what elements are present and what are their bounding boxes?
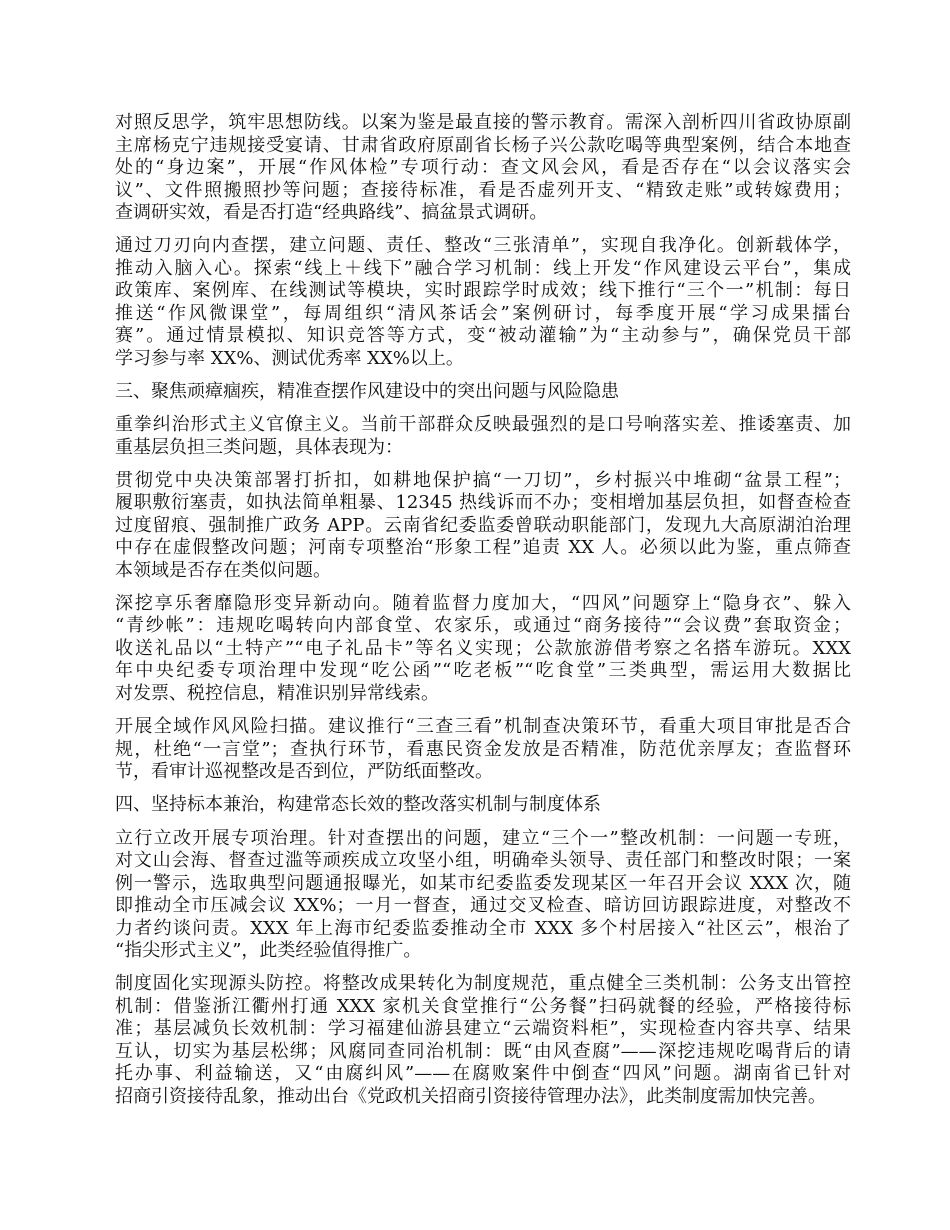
paragraph-line: 准；基层减负长效机制：学习福建仙游县建立“云端资料柜”，实现检查内容共享、结果	[115, 1018, 851, 1040]
paragraph	[115, 112, 851, 225]
paragraph-line: 收送礼品以“土特产”“电子礼品卡”等名义实现；公款旅游借考察之名搭车游玩。XXX	[115, 637, 851, 659]
paragraph-line: 通过刀刃向内查摆，建立问题、责任、整改“三张清单”，实现自我净化。创新载体学，	[115, 235, 851, 257]
paragraph-line: 推动入脑入心。探索“线上＋线下”融合学习机制：线上开发“作风建设云平台”，集成	[115, 257, 851, 279]
paragraph-line: 过度留痕、强制推广政务 APP。云南省纪委监委曾联动职能部门，发现九大高原湖泊治理	[115, 514, 851, 536]
paragraph-line: 深挖享乐奢靡隐形变异新动向。随着监督力度加大，“四风”问题穿上“隐身衣”、躲入	[115, 592, 851, 614]
paragraph-line: “指尖形式主义”，此类经验值得推广。	[115, 940, 422, 961]
paragraph	[115, 235, 851, 370]
paragraph-line: 招商引资接待乱象，推动出台《党政机关招商引资接待管理办法》，此类制度需加快完善。	[115, 1085, 826, 1107]
paragraph-line: 履职敷衍塞责，如执法简单粗暴、12345 热线诉而不办；变相增加基层负担，如督查检查	[115, 492, 851, 514]
paragraph	[115, 716, 851, 784]
paragraph-line: 对发票、税控信息，精准识别异常线索。	[115, 682, 439, 704]
paragraph-line: 年中央纪委专项治理中发现“吃公函”“吃老板”“吃食堂”三类典型，需运用大数据比	[115, 660, 851, 682]
paragraph	[115, 973, 851, 1108]
paragraph-line: 机制：借鉴浙江衢州打通 XXX 家机关食堂推行“公务餐”扫码就餐的经验，严格接待标	[115, 995, 851, 1017]
paragraph-line: 即推动全市压减会议 XX%；一月一督查，通过交叉检查、暗访回访跟踪进度，对整改不	[115, 895, 851, 916]
paragraph-line: 议”、文件照搬照抄等问题；查接待标准，看是否虚列开支、“精致走账”或转嫁费用；	[115, 179, 851, 201]
paragraph-line: 对文山会海、督查过滥等顽疾成立攻坚小组，明确牵头领导、责任部门和整改时限；一案	[115, 850, 851, 871]
paragraph-line: 查调研实效，看是否打造“经典路线”、搞盆景式调研。	[115, 202, 548, 223]
paragraph-line: 重拳纠治形式主义官僚主义。当前干部群众反映最强烈的是口号响落实差、推诿塞责、加	[115, 414, 851, 436]
paragraph-line: 开展全域作风风险扫描。建议推行“三查三看”机制查决策环节，看重大项目审批是否合	[115, 716, 851, 738]
paragraph-line: 力者约谈问责。XXX 年上海市纪委监委推动全市 XXX 多个村居接入“社区云”，根治了	[115, 917, 851, 939]
document-body	[115, 112, 851, 1119]
paragraph	[115, 593, 851, 706]
paragraph-line: 推送“作风微课堂”，每周组织“清风茶话会”案例研讨，每季度开展“学习成果擂台	[115, 302, 851, 324]
paragraph-line: 制度固化实现源头防控。将整改成果转化为制度规范，重点健全三类机制：公务支出管控	[115, 973, 851, 995]
paragraph-line: 重基层负担三类问题，具体表现为：	[115, 436, 403, 458]
paragraph	[115, 828, 851, 963]
paragraph-line: 立行立改开展专项治理。针对查摆出的问题，建立“三个一”整改机制：一问题一专班，	[115, 827, 851, 849]
paragraph-line: 本领域是否存在类似问题。	[115, 559, 331, 581]
paragraph-line: 主席杨克宁违规接受宴请、甘肃省政府原副省长杨子兴公款吃喝等典型案例，结合本地查	[115, 134, 851, 156]
paragraph-line: 对照反思学，筑牢思想防线。以案为鉴是最直接的警示教育。需深入剖析四川省政协原副	[115, 112, 851, 133]
paragraph-line: 赛”。通过情景模拟、知识竞答等方式，变“被动灌输”为“主动参与”，确保党员干部	[115, 325, 851, 347]
section-heading	[115, 381, 851, 404]
paragraph	[115, 414, 851, 459]
paragraph-line: 政策库、案例库、在线测试等模块，实时跟踪学时成效；线下推行“三个一”机制：每日	[115, 280, 851, 302]
paragraph-line: 中存在虚假整改问题；河南专项整治“形象工程”追责 XX 人。必须以此为鉴，重点筛查	[115, 537, 851, 559]
paragraph-line: 学习参与率 XX%、测试优秀率 XX%以上。	[115, 347, 464, 369]
section-heading	[115, 794, 851, 817]
paragraph-line: 处的“身边案”，开展“作风体检”专项行动：查文风会风，看是否存在“以会议落实会	[115, 157, 851, 178]
paragraph-line: 规，杜绝“一言堂”；查执行环节，看惠民资金发放是否精准，防范优亲厚友；查监督环	[115, 738, 851, 760]
paragraph-line: 托办事、利益输送，又“由腐纠风”——在腐败案件中倒查“四风”问题。湖南省已针对	[115, 1063, 851, 1085]
paragraph	[115, 470, 851, 583]
heading-text: 四、坚持标本兼治，构建常态长效的整改落实机制与制度体系	[115, 794, 601, 816]
heading-text: 三、聚焦顽瘴痼疾，精准查摆作风建设中的突出问题与风险隐患	[115, 380, 619, 402]
paragraph-line: 例一警示，选取典型问题通报曝光，如某市纪委监委发现某区一年召开会议 XXX 次，随	[115, 872, 851, 894]
paragraph-line: “青纱帐”：违规吃喝转向内部食堂、农家乐，或通过“商务接待”“会议费”套取资金；	[115, 615, 851, 637]
paragraph-line: 贯彻党中央决策部署打折扣，如耕地保护搞“一刀切”，乡村振兴中堆砌“盆景工程”；	[115, 469, 851, 491]
paragraph-line: 节，看审计巡视整改是否到位，严防纸面整改。	[115, 761, 493, 783]
paragraph-line: 互认，切实为基层松绑；风腐同查同治机制：既“由风查腐”——深挖违规吃喝背后的请	[115, 1040, 851, 1062]
